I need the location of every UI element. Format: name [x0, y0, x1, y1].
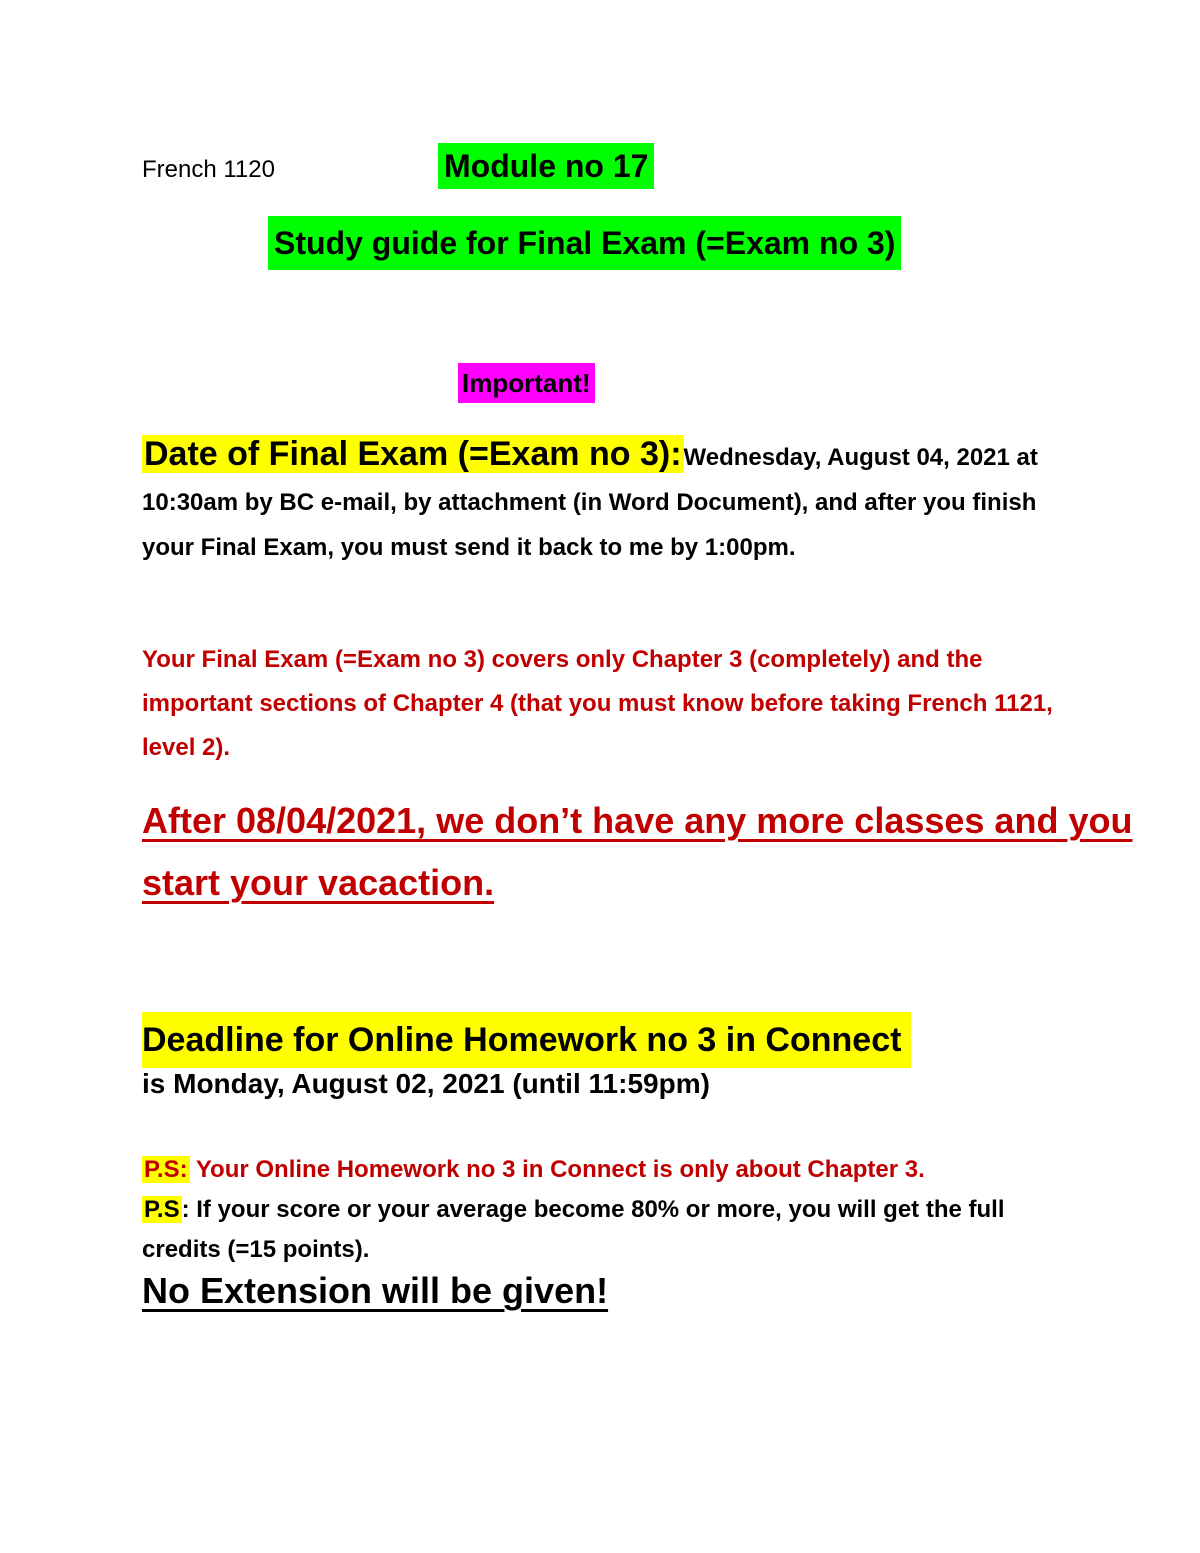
ps1-text: Your Online Homework no 3 in Connect is only about Chapter 3. — [189, 1156, 925, 1183]
postscript-2 — [142, 1190, 1062, 1270]
homework-deadline-heading: Deadline for Online Homework no 3 in Connect — [142, 1012, 911, 1068]
exam-date-details: Wednesday, August 04, 2021 at 10:30am by BC e-mail, by attachment (in Word Document), and after you finish your Final Exam, you must send it back to me by 1:00pm. — [142, 444, 1038, 561]
module-number: Module no 17 — [438, 143, 654, 189]
course-name: French 1120 — [142, 156, 275, 183]
homework-deadline-date: is Monday, August 02, 2021 (until 11:59pm) — [142, 1068, 710, 1099]
ps2-label: P.S — [144, 1196, 180, 1223]
ps1-label: P.S: — [144, 1156, 188, 1183]
postscript-notes — [142, 1150, 1062, 1270]
after-exam-notice: After 08/04/2021, we don’t have any more classes and you start your vacaction. — [142, 800, 1133, 903]
exam-date-paragraph — [142, 432, 1062, 570]
ps2-text: : If your score or your average become 80% or more, you will get the full credits (=15 points). — [142, 1196, 1005, 1263]
exam-coverage: Your Final Exam (=Exam no 3) covers only Chapter 3 (completely) and the important sections of Chapter 4 (that you must know before taking French 1121, level 2). — [142, 646, 1053, 761]
page-title: Study guide for Final Exam (=Exam no 3) — [268, 216, 901, 270]
postscript-1 — [142, 1150, 1062, 1190]
important-label: Important! — [458, 363, 595, 403]
exam-date-heading: Date of Final Exam (=Exam no 3): — [144, 435, 682, 473]
no-extension-notice: No Extension will be given! — [142, 1270, 609, 1311]
